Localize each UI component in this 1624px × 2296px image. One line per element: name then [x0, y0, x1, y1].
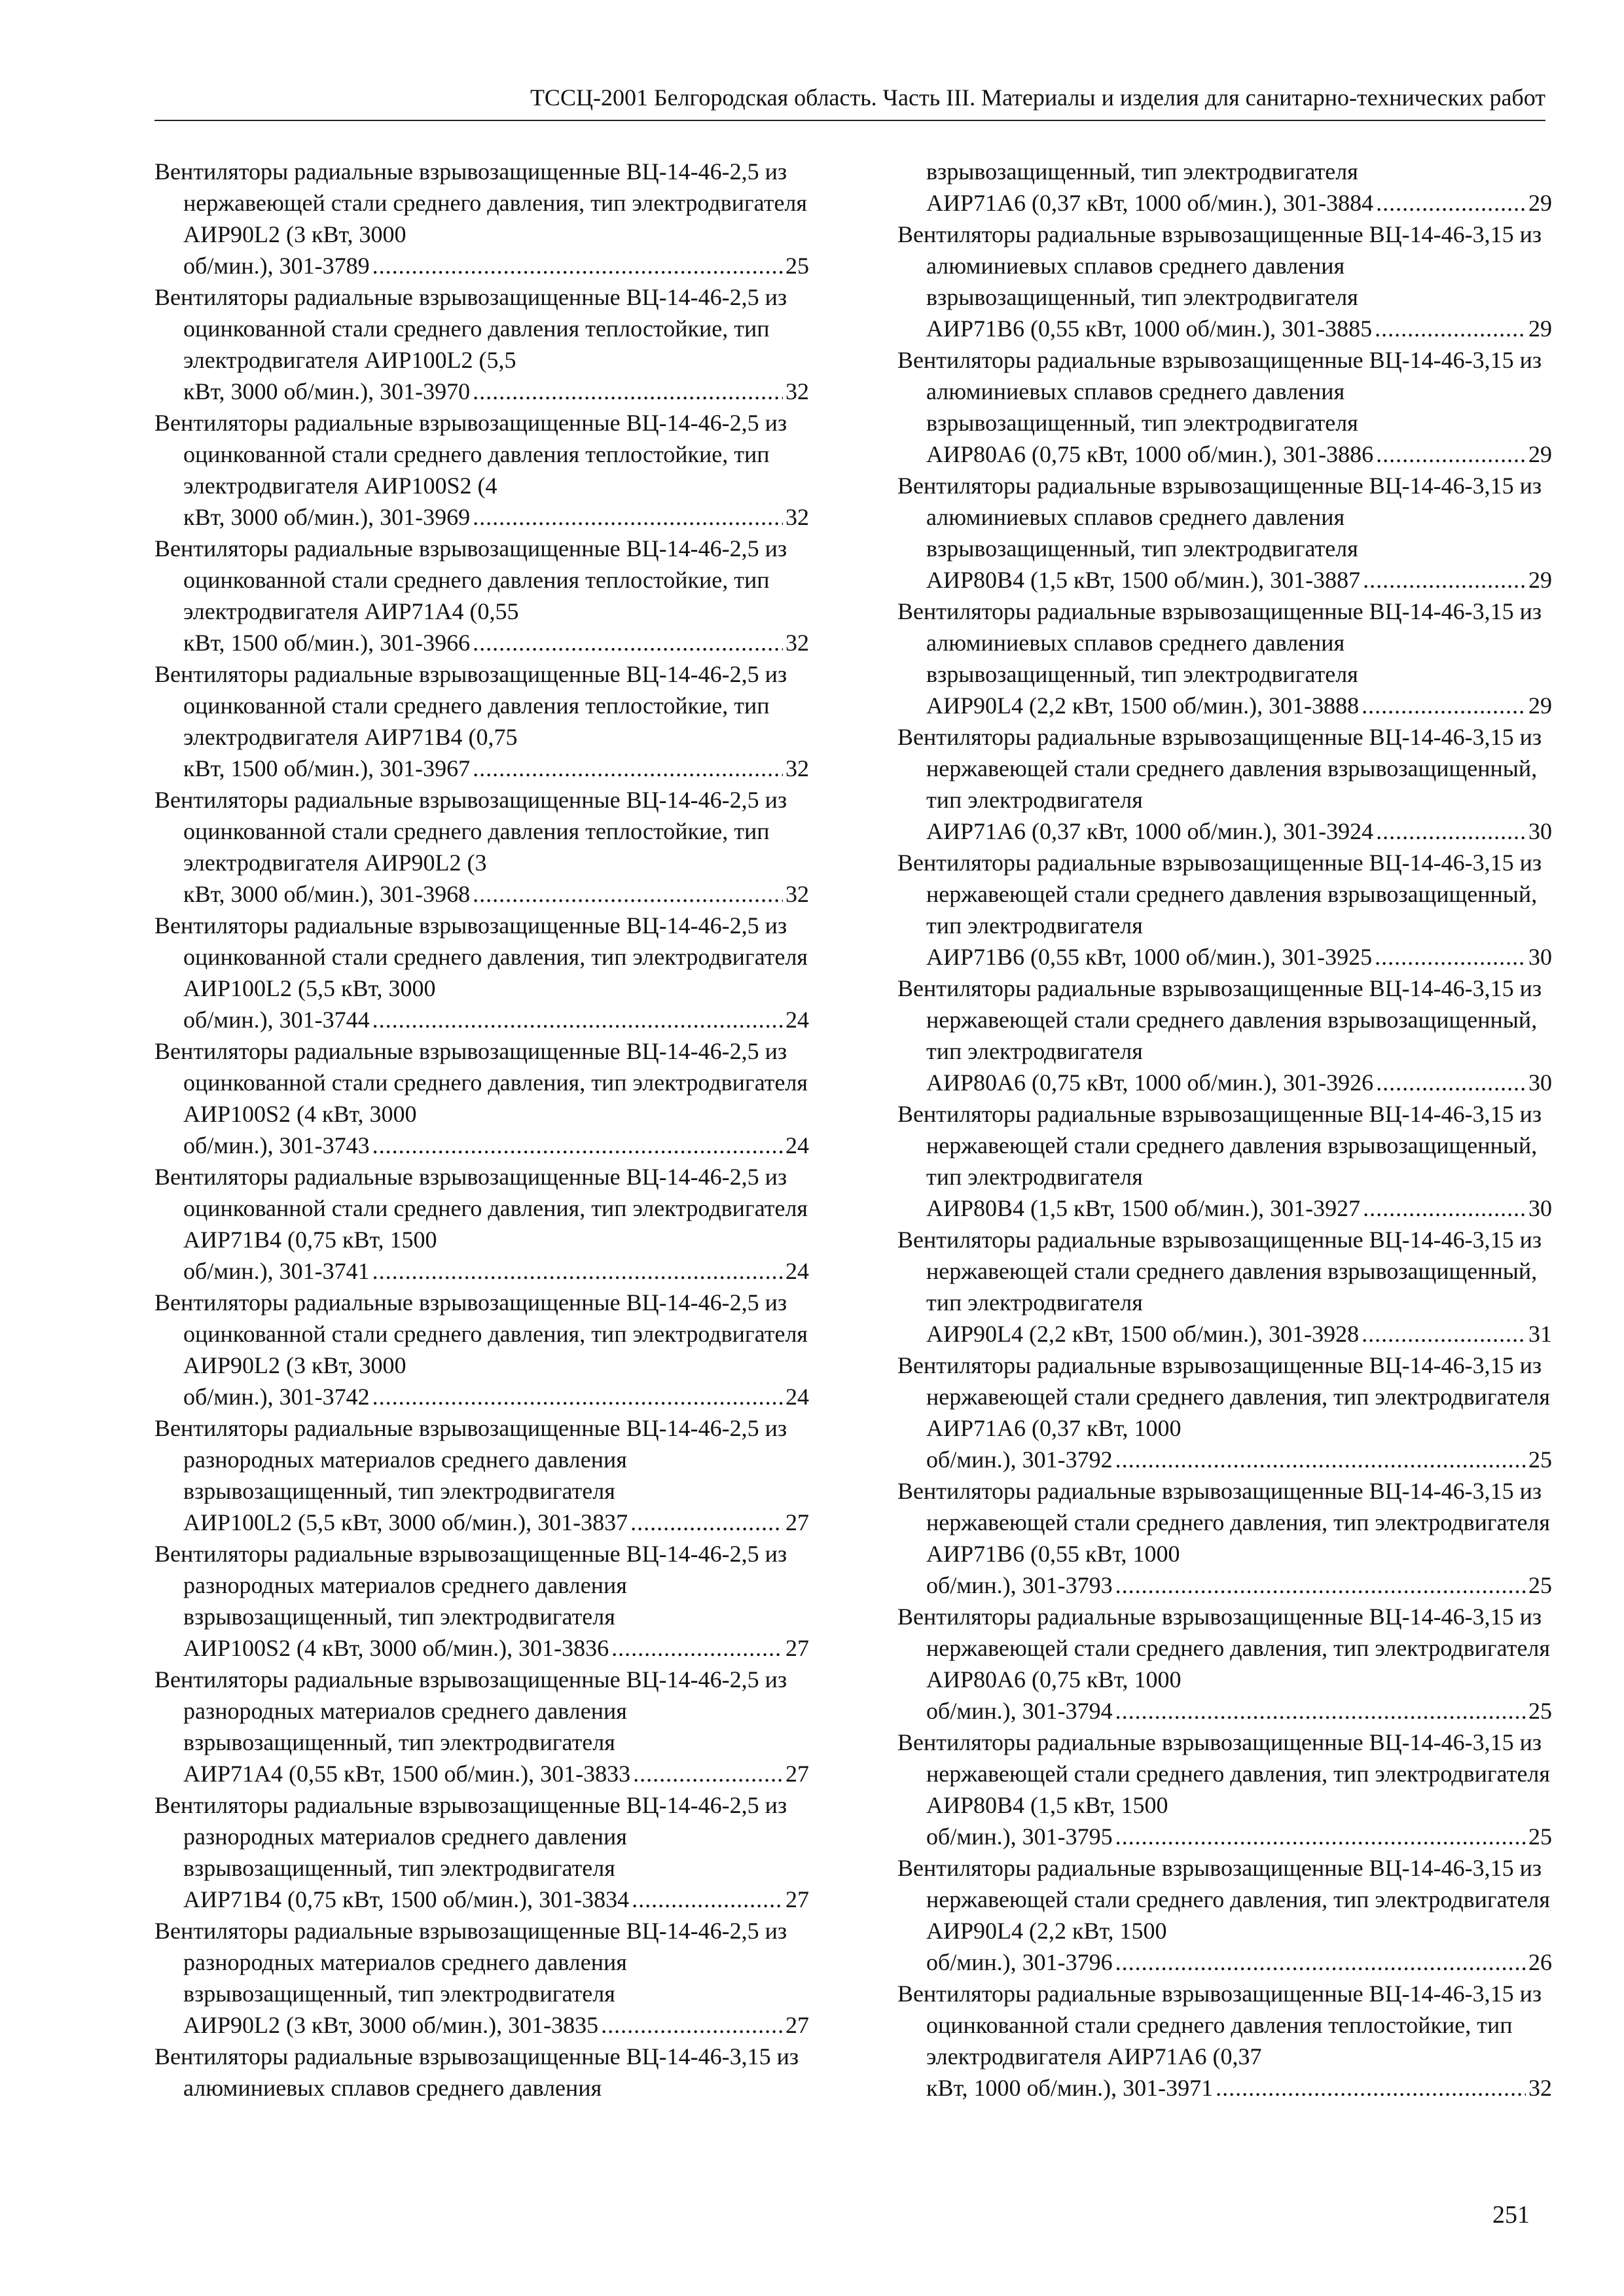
entry-title: Вентиляторы радиальные взрывозащищенные ВЦ-14-46-2,5 из оцинкованной стали среднего давления, тип электродвигателя АИР100L2 (5,5 кВт, 3000	[154, 912, 808, 1001]
index-entry	[897, 1852, 1552, 1978]
dot-leader	[611, 1632, 783, 1664]
dot-leader	[1216, 2072, 1526, 2104]
dot-leader	[630, 1507, 783, 1538]
index-entry	[897, 219, 1552, 344]
dot-leader	[1115, 1695, 1526, 1727]
entry-reference: АИР100L2 (5,5 кВт, 3000 об/мин.), 301-3837	[183, 1509, 628, 1535]
dot-leader	[601, 2009, 783, 2041]
entry-reference: АИР80А6 (0,75 кВт, 1000 об/мин.), 301-3926	[926, 1069, 1374, 1096]
dot-leader	[372, 1130, 783, 1161]
entry-page-number: 26	[1528, 1949, 1552, 1975]
entry-reference-line	[183, 878, 809, 910]
index-entry	[154, 1161, 809, 1287]
entry-reference: АИР90L4 (2,2 кВт, 1500 об/мин.), 301-3888	[926, 692, 1360, 719]
entry-title: Вентиляторы радиальные взрывозащищенные ВЦ-14-46-3,15 из алюминиевых сплавов среднего давления взрывозащищенный, тип электродвигателя	[897, 598, 1542, 687]
index-entry	[897, 721, 1552, 847]
entry-title: Вентиляторы радиальные взрывозащищенные ВЦ-14-46-3,15 из нержавеющей стали среднего давления, тип электродвигателя АИР71А6 (0,37 кВт, 1000	[897, 1352, 1550, 1441]
index-entry	[154, 1287, 809, 1412]
entry-reference: АИР100S2 (4 кВт, 3000 об/мин.), 301-3836	[183, 1635, 609, 1661]
entry-page-number: 32	[785, 630, 809, 656]
entry-page-number: 32	[785, 755, 809, 781]
entry-page-number: 30	[1528, 1069, 1552, 1096]
dot-leader	[1363, 564, 1526, 596]
entry-page-number: 25	[1528, 1823, 1552, 1850]
entry-page-number: 32	[785, 504, 809, 530]
entry-reference: об/мин.), 301-3792	[926, 1446, 1113, 1473]
dot-leader	[1376, 1067, 1526, 1098]
dot-leader	[1115, 1444, 1526, 1475]
entry-title: Вентиляторы радиальные взрывозащищенные ВЦ-14-46-2,5 из оцинкованной стали среднего давления теплостойкие, тип электродвигателя АИР100L2 (5,5	[154, 284, 787, 373]
index-entry	[154, 281, 809, 407]
entry-page-number: 27	[785, 2012, 809, 2038]
index-entry	[154, 1915, 809, 2041]
entry-reference: об/мин.), 301-3794	[926, 1698, 1113, 1724]
index-entry	[897, 596, 1552, 721]
entry-reference-line	[926, 2072, 1552, 2104]
dot-leader	[473, 376, 783, 407]
entry-reference-line	[183, 1130, 809, 1161]
entry-reference-line	[926, 187, 1552, 219]
entry-reference: АИР90L4 (2,2 кВт, 1500 об/мин.), 301-3928	[926, 1321, 1360, 1347]
index-column-left	[154, 156, 809, 2104]
entry-page-number: 32	[785, 378, 809, 404]
entry-page-number: 24	[785, 1384, 809, 1410]
entry-title: Вентиляторы радиальные взрывозащищенные ВЦ-14-46-2,5 из нержавеющей стали среднего давления, тип электродвигателя АИР90L2 (3 кВт, 3000	[154, 158, 807, 247]
entry-reference-line	[926, 1570, 1552, 1601]
index-entry	[154, 1789, 809, 1915]
entry-page-number: 30	[1528, 944, 1552, 970]
entry-page-number: 29	[1528, 692, 1552, 719]
entry-reference-line	[183, 1004, 809, 1035]
dot-leader	[1375, 313, 1526, 344]
entry-reference: АИР80В4 (1,5 кВт, 1500 об/мин.), 301-3927	[926, 1195, 1361, 1221]
dot-leader	[473, 627, 783, 658]
entry-reference-line	[926, 1444, 1552, 1475]
entry-title: Вентиляторы радиальные взрывозащищенные ВЦ-14-46-2,5 из разнородных материалов среднего давления взрывозащищенный, тип электродвигателя	[154, 1541, 787, 1630]
entry-reference-line	[926, 941, 1552, 973]
entry-page-number: 27	[785, 1509, 809, 1535]
entry-reference: об/мин.), 301-3743	[183, 1132, 370, 1158]
entry-reference-line	[183, 501, 809, 533]
entry-reference: об/мин.), 301-3793	[926, 1572, 1113, 1598]
entry-page-number: 27	[785, 1761, 809, 1787]
entry-reference: об/мин.), 301-3744	[183, 1007, 370, 1033]
entry-reference-line	[926, 1318, 1552, 1350]
entry-page-number: 25	[1528, 1572, 1552, 1598]
entry-title: Вентиляторы радиальные взрывозащищенные ВЦ-14-46-3,15 из оцинкованной стали среднего давления теплостойкие, тип электродвигателя АИР71А6 (0,37	[897, 1981, 1542, 2070]
entry-reference: об/мин.), 301-3741	[183, 1258, 370, 1284]
entry-reference-line	[926, 1821, 1552, 1852]
entry-title: Вентиляторы радиальные взрывозащищенные ВЦ-14-46-2,5 из разнородных материалов среднего давления взрывозащищенный, тип электродвигателя	[154, 1666, 787, 1755]
entry-title: Вентиляторы радиальные взрывозащищенные ВЦ-14-46-2,5 из оцинкованной стали среднего давления теплостойкие, тип электродвигателя АИР90L2 (3	[154, 787, 787, 876]
entry-page-number: 30	[1528, 818, 1552, 844]
entry-reference: об/мин.), 301-3795	[926, 1823, 1113, 1850]
index-entry	[154, 156, 809, 281]
entry-page-number: 32	[1528, 2075, 1552, 2101]
entry-reference-line	[183, 753, 809, 784]
entry-reference-line	[183, 250, 809, 281]
entry-reference-line	[183, 1507, 809, 1538]
entry-title: Вентиляторы радиальные взрывозащищенные ВЦ-14-46-3,15 из нержавеющей стали среднего давления взрывозащищенный, тип электродвигателя	[897, 724, 1542, 813]
dot-leader	[372, 1381, 783, 1412]
index-entry	[154, 910, 809, 1035]
dot-leader	[1376, 439, 1526, 470]
entry-page-number: 24	[785, 1132, 809, 1158]
entry-reference: АИР71В6 (0,55 кВт, 1000 об/мин.), 301-3885	[926, 315, 1373, 342]
entry-reference-line	[926, 313, 1552, 344]
dot-leader	[473, 501, 783, 533]
index-entry	[154, 1538, 809, 1664]
index-entry	[154, 2041, 809, 2104]
dot-leader	[1115, 1946, 1526, 1978]
index-entry	[154, 1035, 809, 1161]
entry-page-number: 29	[1528, 190, 1552, 216]
index-entry	[154, 407, 809, 533]
entry-reference-line	[183, 1758, 809, 1789]
entry-page-number: 29	[1528, 441, 1552, 467]
entry-page-number: 25	[1528, 1698, 1552, 1724]
entry-reference: кВт, 1500 об/мин.), 301-3966	[183, 630, 471, 656]
entry-reference-line	[926, 690, 1552, 721]
entry-reference-line	[183, 627, 809, 658]
entry-title: Вентиляторы радиальные взрывозащищенные ВЦ-14-46-3,15 из алюминиевых сплавов среднего давления	[154, 2043, 799, 2101]
entry-page-number: 27	[785, 1886, 809, 1912]
dot-leader	[1376, 816, 1526, 847]
dot-leader	[1115, 1821, 1526, 1852]
dot-leader	[632, 1884, 783, 1915]
entry-title: Вентиляторы радиальные взрывозащищенные ВЦ-14-46-3,15 из алюминиевых сплавов среднего давления взрывозащищенный, тип электродвигателя	[897, 473, 1542, 562]
entry-page-number: 29	[1528, 315, 1552, 342]
entry-reference-line	[183, 1632, 809, 1664]
entry-reference-line	[926, 1067, 1552, 1098]
dot-leader	[1376, 187, 1526, 219]
entry-reference-line	[183, 2009, 809, 2041]
dot-leader	[473, 878, 783, 910]
entry-reference: кВт, 3000 об/мин.), 301-3969	[183, 504, 471, 530]
entry-reference: АИР71А6 (0,37 кВт, 1000 об/мин.), 301-3884	[926, 190, 1374, 216]
index-entry	[897, 1350, 1552, 1475]
entry-reference: АИР71В4 (0,75 кВт, 1500 об/мин.), 301-3834	[183, 1886, 630, 1912]
dot-leader	[1362, 1318, 1526, 1350]
entry-reference-line	[183, 1381, 809, 1412]
entry-title: Вентиляторы радиальные взрывозащищенные ВЦ-14-46-2,5 из оцинкованной стали среднего давления, тип электродвигателя АИР90L2 (3 кВт, 3000	[154, 1289, 808, 1378]
entry-reference: АИР71В6 (0,55 кВт, 1000 об/мин.), 301-3925	[926, 944, 1373, 970]
entry-reference: кВт, 3000 об/мин.), 301-3970	[183, 378, 471, 404]
index-entry	[897, 847, 1552, 973]
index-entry	[897, 344, 1552, 470]
dot-leader	[1115, 1570, 1526, 1601]
entry-reference-line	[926, 439, 1552, 470]
dot-leader	[1362, 690, 1526, 721]
entry-page-number: 32	[785, 881, 809, 907]
entry-reference: кВт, 3000 об/мин.), 301-3968	[183, 881, 471, 907]
index-entry	[154, 784, 809, 910]
entry-reference: кВт, 1000 об/мин.), 301-3971	[926, 2075, 1214, 2101]
entry-page-number: 24	[785, 1007, 809, 1033]
index-entry	[897, 973, 1552, 1098]
index-entry	[154, 1664, 809, 1789]
entry-page-number: 31	[1528, 1321, 1552, 1347]
index-entry	[154, 658, 809, 784]
dot-leader	[1375, 941, 1526, 973]
entry-title: Вентиляторы радиальные взрывозащищенные ВЦ-14-46-3,15 из нержавеющей стали среднего давления, тип электродвигателя АИР80А6 (0,75 кВт, 1000	[897, 1604, 1550, 1693]
entry-page-number: 25	[1528, 1446, 1552, 1473]
index-entry	[897, 1601, 1552, 1727]
index-entry	[154, 533, 809, 658]
index-entry	[154, 1412, 809, 1538]
index-entry	[897, 156, 1552, 219]
entry-title: Вентиляторы радиальные взрывозащищенные ВЦ-14-46-3,15 из нержавеющей стали среднего давления взрывозащищенный, тип электродвигателя	[897, 1227, 1542, 1316]
entry-reference-line	[183, 1884, 809, 1915]
entry-reference: об/мин.), 301-3742	[183, 1384, 370, 1410]
entry-reference-line	[926, 1193, 1552, 1224]
index-entry	[897, 1224, 1552, 1350]
running-header: ТССЦ-2001 Белгородская область. Часть III. Материалы и изделия для санитарно-технических работ	[154, 82, 1545, 121]
entry-page-number: 27	[785, 1635, 809, 1661]
dot-leader	[372, 1004, 783, 1035]
entry-reference-line	[926, 1946, 1552, 1978]
page-number: 251	[1492, 2201, 1530, 2229]
dot-leader	[1363, 1193, 1526, 1224]
entry-title: Вентиляторы радиальные взрывозащищенные ВЦ-14-46-2,5 из оцинкованной стали среднего давления теплостойкие, тип электродвигателя АИР100S2 (4	[154, 410, 787, 499]
dot-leader	[473, 753, 783, 784]
entry-title: Вентиляторы радиальные взрывозащищенные ВЦ-14-46-3,15 из алюминиевых сплавов среднего давления взрывозащищенный, тип электродвигателя	[897, 221, 1542, 310]
entry-title: Вентиляторы радиальные взрывозащищенные ВЦ-14-46-2,5 из разнородных материалов среднего давления взрывозащищенный, тип электродвигателя	[154, 1792, 787, 1881]
index-entry	[897, 470, 1552, 596]
dot-leader	[372, 250, 783, 281]
entry-reference: АИР71А6 (0,37 кВт, 1000 об/мин.), 301-3924	[926, 818, 1374, 844]
entry-title: Вентиляторы радиальные взрывозащищенные ВЦ-14-46-2,5 из разнородных материалов среднего давления взрывозащищенный, тип электродвигателя	[154, 1918, 787, 2007]
dot-leader	[372, 1255, 783, 1287]
dot-leader	[633, 1758, 783, 1789]
index-column-right	[897, 156, 1552, 2104]
entry-reference-line	[183, 376, 809, 407]
entry-reference: АИР80В4 (1,5 кВт, 1500 об/мин.), 301-3887	[926, 567, 1361, 593]
entry-reference: АИР80А6 (0,75 кВт, 1000 об/мин.), 301-3886	[926, 441, 1374, 467]
index-entry	[897, 1475, 1552, 1601]
entry-title: Вентиляторы радиальные взрывозащищенные ВЦ-14-46-3,15 из алюминиевых сплавов среднего давления взрывозащищенный, тип электродвигателя	[897, 347, 1542, 436]
entry-reference: об/мин.), 301-3796	[926, 1949, 1113, 1975]
entry-reference-line	[926, 816, 1552, 847]
entry-page-number: 24	[785, 1258, 809, 1284]
entry-reference-line	[183, 1255, 809, 1287]
entry-title: Вентиляторы радиальные взрывозащищенные ВЦ-14-46-3,15 из нержавеющей стали среднего давления взрывозащищенный, тип электродвигателя	[897, 1101, 1542, 1190]
entry-title: Вентиляторы радиальные взрывозащищенные ВЦ-14-46-2,5 из оцинкованной стали среднего давления теплостойкие, тип электродвигателя АИР71В4 (0,75	[154, 661, 787, 750]
entry-reference: АИР90L2 (3 кВт, 3000 об/мин.), 301-3835	[183, 2012, 599, 2038]
entry-reference: АИР71А4 (0,55 кВт, 1500 об/мин.), 301-3833	[183, 1761, 631, 1787]
entry-reference: об/мин.), 301-3789	[183, 253, 370, 279]
index-entry	[897, 1098, 1552, 1224]
entry-title: Вентиляторы радиальные взрывозащищенные ВЦ-14-46-3,15 из нержавеющей стали среднего давления, тип электродвигателя АИР90L4 (2,2 кВт, 1500	[897, 1855, 1550, 1944]
entry-title: Вентиляторы радиальные взрывозащищенные ВЦ-14-46-3,15 из нержавеющей стали среднего давления, тип электродвигателя АИР80В4 (1,5 кВт, 1500	[897, 1729, 1550, 1818]
entry-page-number: 30	[1528, 1195, 1552, 1221]
entry-title: Вентиляторы радиальные взрывозащищенные ВЦ-14-46-3,15 из нержавеющей стали среднего давления взрывозащищенный, тип электродвигателя	[897, 975, 1542, 1064]
entry-reference: кВт, 1500 об/мин.), 301-3967	[183, 755, 471, 781]
entry-page-number: 25	[785, 253, 809, 279]
entry-title: Вентиляторы радиальные взрывозащищенные ВЦ-14-46-3,15 из нержавеющей стали среднего давления, тип электродвигателя АИР71В6 (0,55 кВт, 1000	[897, 1478, 1550, 1567]
entry-reference-line	[926, 564, 1552, 596]
entry-page-number: 29	[1528, 567, 1552, 593]
entry-title: Вентиляторы радиальные взрывозащищенные ВЦ-14-46-3,15 из нержавеющей стали среднего давления взрывозащищенный, тип электродвигателя	[897, 850, 1542, 939]
entry-title: взрывозащищенный, тип электродвигателя	[926, 158, 1358, 185]
entry-title: Вентиляторы радиальные взрывозащищенные ВЦ-14-46-2,5 из оцинкованной стали среднего давления теплостойкие, тип электродвигателя АИР71А4 (0,55	[154, 535, 787, 624]
index-entry	[897, 1978, 1552, 2104]
entry-title: Вентиляторы радиальные взрывозащищенные ВЦ-14-46-2,5 из разнородных материалов среднего давления взрывозащищенный, тип электродвигателя	[154, 1415, 787, 1504]
entry-reference-line	[926, 1695, 1552, 1727]
entry-title: Вентиляторы радиальные взрывозащищенные ВЦ-14-46-2,5 из оцинкованной стали среднего давления, тип электродвигателя АИР71В4 (0,75 кВт, 1500	[154, 1164, 808, 1253]
index-entry	[897, 1727, 1552, 1852]
entry-title: Вентиляторы радиальные взрывозащищенные ВЦ-14-46-2,5 из оцинкованной стали среднего давления, тип электродвигателя АИР100S2 (4 кВт, 3000	[154, 1038, 808, 1127]
